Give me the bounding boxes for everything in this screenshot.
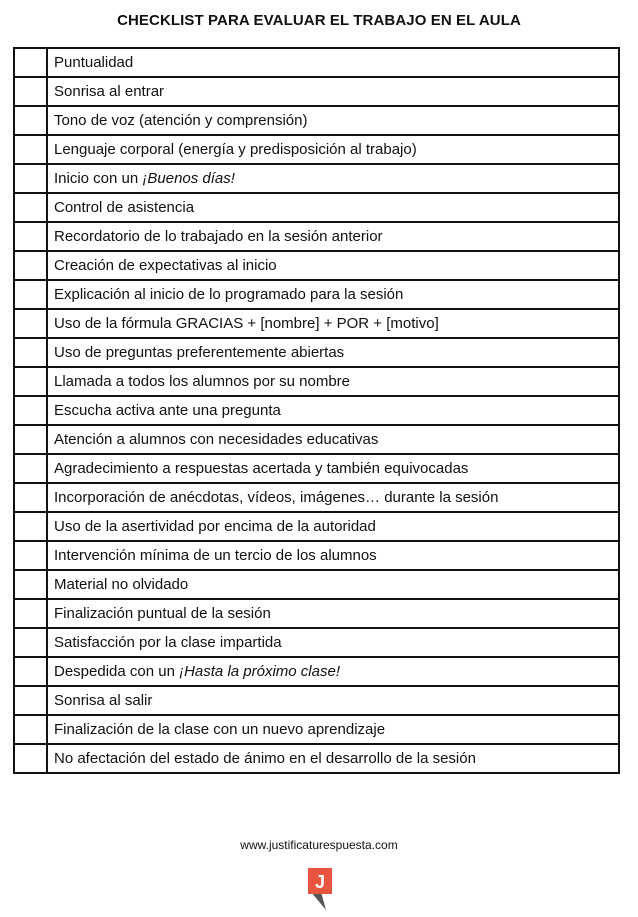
checklist-table [13, 47, 620, 774]
item-text: Sonrisa al entrar [54, 83, 165, 100]
item-text: Atención a alumnos con necesidades educativas [54, 431, 379, 448]
checklist-item-label [47, 135, 619, 164]
checklist-row [14, 599, 619, 628]
item-text: Explicación al inicio de lo programado para la sesión [54, 286, 404, 303]
checkbox-cell[interactable] [14, 570, 47, 599]
checkbox-cell[interactable] [14, 425, 47, 454]
checklist-row [14, 541, 619, 570]
brand-logo-icon [308, 868, 332, 912]
checklist-row [14, 396, 619, 425]
logo-letter: J [314, 872, 326, 892]
checkbox-cell[interactable] [14, 628, 47, 657]
checklist-row [14, 338, 619, 367]
checklist-item-label [47, 106, 619, 135]
item-text: No afectación del estado de ánimo en el desarrollo de la sesión [54, 750, 476, 767]
item-text: Agradecimiento a respuestas acertada y también equivocadas [54, 460, 469, 477]
item-text: Satisfacción por la clase impartida [54, 634, 282, 651]
checklist-item-label [47, 222, 619, 251]
item-text: Uso de la asertividad por encima de la autoridad [54, 518, 376, 535]
item-text: Sonrisa al salir [54, 692, 153, 709]
checklist-item-label [47, 48, 619, 77]
checkbox-cell[interactable] [14, 367, 47, 396]
item-italic-text: ¡Buenos días! [142, 170, 235, 187]
checklist-row [14, 251, 619, 280]
checklist-row [14, 686, 619, 715]
checklist-item-label [47, 512, 619, 541]
checkbox-cell[interactable] [14, 715, 47, 744]
checklist-row [14, 48, 619, 77]
item-text: Tono de voz (atención y comprensión) [54, 112, 308, 129]
checklist-item-label [47, 686, 619, 715]
checklist-row [14, 280, 619, 309]
item-italic-text: ¡Hasta la próximo clase! [179, 663, 340, 680]
checklist-row [14, 164, 619, 193]
checklist-item-label [47, 396, 619, 425]
checkbox-cell[interactable] [14, 744, 47, 773]
checkbox-cell[interactable] [14, 251, 47, 280]
checkbox-cell[interactable] [14, 396, 47, 425]
item-text: Inicio con un [54, 170, 143, 187]
item-text: Despedida con un [54, 663, 180, 680]
checklist-row [14, 744, 619, 773]
item-text: Finalización puntual de la sesión [54, 605, 271, 622]
checkbox-cell[interactable] [14, 483, 47, 512]
checklist-item-label [47, 657, 619, 686]
item-text: Escucha activa ante una pregunta [54, 402, 281, 419]
checklist-item-label [47, 599, 619, 628]
checklist-item-label [47, 280, 619, 309]
page-title: CHECKLIST PARA EVALUAR EL TRABAJO EN EL AULA [117, 12, 521, 29]
checklist-item-label [47, 309, 619, 338]
checklist-item-label [47, 251, 619, 280]
item-text: Puntualidad [54, 54, 134, 71]
checkbox-cell[interactable] [14, 512, 47, 541]
checklist-item-label [47, 628, 619, 657]
item-text: Uso de la fórmula GRACIAS + [nombre] + POR + [motivo] [54, 315, 439, 332]
checkbox-cell[interactable] [14, 222, 47, 251]
checkbox-cell[interactable] [14, 599, 47, 628]
item-text: Lenguaje corporal (energía y predisposición al trabajo) [54, 141, 417, 158]
checklist-row [14, 570, 619, 599]
checklist-row [14, 512, 619, 541]
item-text: Creación de expectativas al inicio [54, 257, 277, 274]
item-text: Intervención mínima de un tercio de los alumnos [54, 547, 377, 564]
logo-shadow [311, 892, 326, 910]
checklist-item-label [47, 744, 619, 773]
checklist-row [14, 425, 619, 454]
checklist-item-label [47, 541, 619, 570]
checklist-row [14, 222, 619, 251]
checkbox-cell[interactable] [14, 657, 47, 686]
checklist-row [14, 77, 619, 106]
checklist-item-label [47, 367, 619, 396]
checklist-row [14, 628, 619, 657]
item-text: Uso de preguntas preferentemente abiertas [54, 344, 345, 361]
checkbox-cell[interactable] [14, 106, 47, 135]
checklist-item-label [47, 454, 619, 483]
checklist-item-label [47, 483, 619, 512]
checklist-item-label [47, 338, 619, 367]
item-text: Finalización de la clase con un nuevo aprendizaje [54, 721, 386, 738]
footer-url[interactable]: www.justificaturespuesta.com [240, 838, 398, 852]
checklist-row [14, 367, 619, 396]
item-text: Control de asistencia [54, 199, 195, 216]
checklist-row [14, 135, 619, 164]
checklist-item-label [47, 193, 619, 222]
checkbox-cell[interactable] [14, 164, 47, 193]
checklist-row [14, 657, 619, 686]
checklist-item-label [47, 77, 619, 106]
checkbox-cell[interactable] [14, 309, 47, 338]
checkbox-cell[interactable] [14, 48, 47, 77]
checkbox-cell[interactable] [14, 77, 47, 106]
item-text: Llamada a todos los alumnos por su nombre [54, 373, 351, 390]
checklist-row [14, 106, 619, 135]
checklist-row [14, 193, 619, 222]
checkbox-cell[interactable] [14, 686, 47, 715]
checkbox-cell[interactable] [14, 280, 47, 309]
checklist-item-label [47, 570, 619, 599]
checkbox-cell[interactable] [14, 338, 47, 367]
item-text: Incorporación de anécdotas, vídeos, imágenes… durante la sesión [54, 489, 499, 506]
checklist-item-label [47, 164, 619, 193]
checkbox-cell[interactable] [14, 454, 47, 483]
checklist-row [14, 483, 619, 512]
checkbox-cell[interactable] [14, 541, 47, 570]
checklist-row [14, 309, 619, 338]
item-text: Material no olvidado [54, 576, 189, 593]
checklist-row [14, 715, 619, 744]
checkbox-cell[interactable] [14, 135, 47, 164]
checkbox-cell[interactable] [14, 193, 47, 222]
item-text: Recordatorio de lo trabajado en la sesión anterior [54, 228, 383, 245]
checklist-row [14, 454, 619, 483]
checklist-item-label [47, 715, 619, 744]
checklist-item-label [47, 425, 619, 454]
